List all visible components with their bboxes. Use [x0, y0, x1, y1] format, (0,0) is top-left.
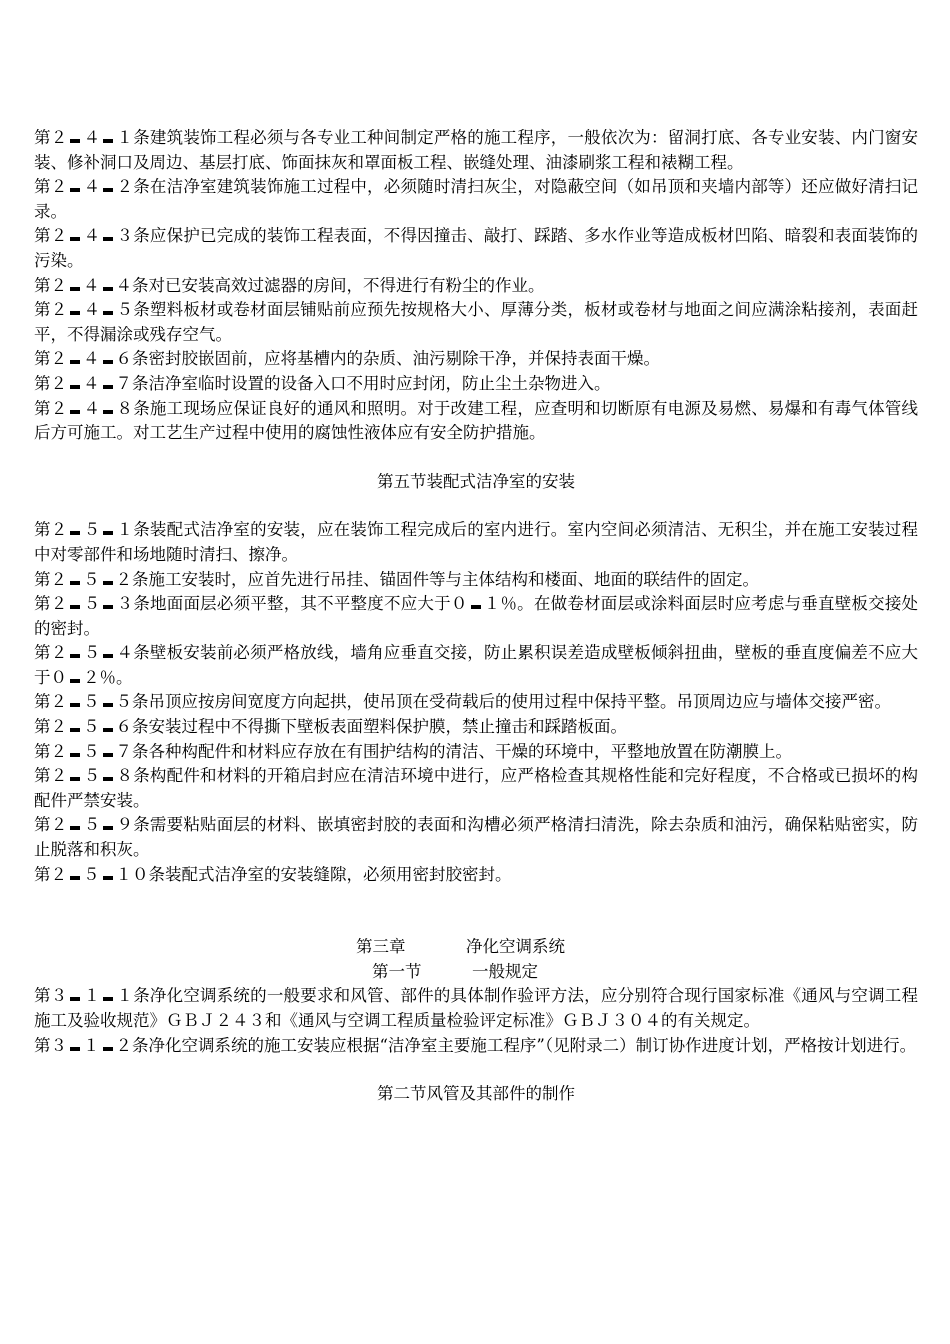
clause-separator-mark	[103, 237, 113, 241]
clause-text: 条净化空调系统的一般要求和风管、部件的具体制作验评方法，应分别符合现行国家标准《通风与空调工程施工及验收规范》ＧＢＪ２４３和《通风与空调工程质量检验评定标准》ＧＢＪ３０４的有关规定。	[34, 986, 919, 1030]
clause-separator-mark	[70, 311, 80, 315]
clause-text: 条净化空调系统的施工安装应根据“洁净室主要施工程序”（见附录二）制订协作进度计划，严格按计划进行。	[132, 1035, 917, 1055]
clause-number-part: ５	[83, 815, 101, 835]
clause-separator-mark	[103, 311, 113, 315]
section-2-title: 第二节风管及其部件的制作	[377, 1084, 575, 1104]
clause-number-prefix: 第２	[34, 177, 68, 197]
clause-number-part: ６	[115, 349, 132, 369]
clause-paragraph	[34, 347, 918, 372]
clause-separator-mark	[70, 826, 80, 830]
clause-paragraph	[34, 764, 918, 813]
clause-number-part: ４	[83, 300, 101, 320]
clause-separator-mark	[70, 654, 80, 658]
clause-number-part: ４	[83, 349, 100, 369]
clause-number-prefix: 第２	[34, 643, 68, 663]
clause-separator-mark	[103, 876, 113, 880]
clause-text: 条构配件和材料的开箱启封应在清洁环境中进行，应严格检查其规格性能和完好程度，不合格或已损坏的构配件严禁安装。	[34, 766, 919, 810]
clause-paragraph	[34, 274, 918, 299]
clause-separator-mark	[103, 654, 113, 658]
clause-number-part: ４	[83, 177, 101, 197]
clause-number-part: ４	[83, 128, 101, 147]
clause-number-prefix: 第２	[34, 864, 67, 884]
clause-separator-mark	[70, 777, 80, 781]
clause-separator-mark	[471, 605, 481, 609]
clause-text: 条各种构配件和材料应存放在有围护结构的清洁、干燥的环境中，平整地放置在防潮膜上。	[132, 741, 792, 761]
clause-number-prefix: 第２	[34, 128, 68, 147]
section-5-title: 第五节装配式洁净室的安装	[377, 471, 575, 491]
clause-text: 条洁净室临时设置的设备入口不用时应封闭，防止尘土杂物进入。	[132, 373, 611, 393]
clause-number-prefix: 第２	[34, 815, 68, 835]
clause-number-part: ５	[116, 300, 134, 320]
clause-number-part: ５	[115, 692, 132, 712]
chapter-3-heading	[34, 935, 918, 960]
clause-paragraph	[34, 224, 918, 273]
clause-separator-mark	[103, 703, 113, 707]
clause-number-part: ２	[116, 177, 134, 197]
clause-paragraph	[34, 397, 918, 446]
clause-separator-mark	[103, 287, 113, 291]
clause-paragraph	[34, 984, 918, 1033]
clause-text: 条塑料板材或卷材面层铺贴前应预先按规格大小、厚薄分类，板材或卷材与地面之间应满涂粘接剂，表面赶平，不得漏涂或残存空气。	[34, 300, 919, 344]
clause-paragraph	[34, 298, 918, 347]
clause-number-prefix: 第２	[34, 766, 68, 786]
clause-text: 条对已安装高效过滤器的房间，不得进行有粉尘的作业。	[132, 275, 545, 295]
clause-paragraph	[34, 715, 918, 740]
clause-text: 条施工现场应保证良好的通风和照明。对于改建工程，应查明和切断原有电源及易燃、易爆和有毒气体管线后方可施工。对工艺生产过程中使用的腐蚀性液体应有安全防护措施。	[34, 398, 919, 443]
clause-number-part: ４	[83, 226, 101, 246]
clause-number-prefix: 第２	[34, 300, 68, 320]
clause-paragraph	[34, 690, 918, 715]
clause-separator-mark	[70, 410, 80, 414]
clause-separator-mark	[70, 531, 80, 535]
clause-separator-mark	[103, 1047, 113, 1051]
clause-text: 条装配式洁净室的安装缝隙，必须用密封胶密封。	[148, 864, 512, 884]
clause-number-part: ５	[83, 643, 101, 663]
section-5-clauses	[34, 518, 918, 887]
chapter-title: 净化空调系统	[466, 937, 565, 957]
clause-separator-mark	[70, 360, 80, 364]
clause-number-part: ５	[83, 766, 101, 786]
clause-number-part: ６	[115, 717, 132, 737]
document-page	[34, 126, 918, 1107]
clause-separator-mark	[103, 997, 113, 1001]
clause-paragraph	[34, 518, 918, 567]
clause-number-part: ４	[83, 275, 100, 295]
clause-separator-mark	[70, 679, 80, 683]
clause-paragraph	[34, 641, 918, 690]
clause-separator-mark	[70, 703, 80, 707]
clause-text: 条安装过程中不得撕下壁板表面塑料保护膜，禁止撞击和踩踏板面。	[132, 717, 627, 737]
clause-text: 条地面面层必须平整，其不平整度不应大于０	[133, 594, 468, 614]
clause-separator-mark	[103, 531, 113, 535]
clause-text: 条密封胶嵌固前，应将基槽内的杂质、油污剔除干净，并保持表面干燥。	[132, 349, 660, 369]
clause-separator-mark	[70, 876, 80, 880]
clause-number-part: ５	[83, 520, 101, 540]
clause-number-prefix: 第２	[34, 717, 67, 737]
clause-number-prefix: 第２	[34, 569, 67, 589]
clause-paragraph	[34, 740, 918, 765]
clause-number-part: ４	[115, 275, 132, 295]
clause-separator-mark	[70, 753, 80, 757]
clause-separator-mark	[103, 728, 113, 732]
chapter-label: 第三章	[356, 937, 406, 957]
clause-separator-mark	[70, 581, 80, 585]
clause-number-part: ７	[115, 741, 132, 761]
clause-number-prefix: 第３	[34, 986, 68, 1006]
clause-number-part: ２	[115, 1035, 132, 1055]
clause-number-prefix: 第２	[34, 741, 67, 761]
clause-number-part: １	[116, 986, 134, 1006]
section-label: 第一节	[372, 961, 422, 981]
clause-text: 条需要粘贴面层的材料、嵌填密封胶的表面和沟槽必须严格清扫清洗，除去杂质和油污，确保粘贴密实，防止脱落和积灰。	[34, 815, 919, 860]
clause-text: 条建筑装饰工程必须与各专业工种间制定严格的施工程序，一般依次为：留洞打底、各专业安装、内门窗安装、修补洞口及周边、基层打底、饰面抹灰和罩面板工程、嵌缝处理、油漆刷浆工程和裱糊工程。	[34, 128, 919, 172]
clause-separator-mark	[103, 410, 113, 414]
clause-number-part: ３	[116, 594, 134, 614]
clause-number-part: １０	[115, 864, 149, 884]
clause-number-part: ８	[116, 766, 134, 786]
clause-separator-mark	[103, 753, 113, 757]
clause-number-part: ５	[83, 594, 101, 614]
clause-paragraph	[34, 126, 918, 175]
clause-number-prefix: 第２	[34, 398, 68, 418]
clause-number-part: ５	[83, 569, 100, 589]
clause-number-prefix: 第２	[34, 520, 68, 540]
clause-separator-mark	[70, 237, 80, 241]
clause-separator-mark	[103, 139, 113, 143]
clause-separator-mark	[103, 385, 113, 389]
clause-number-part: ４	[83, 373, 100, 393]
clause-separator-mark	[70, 997, 80, 1001]
clause-text: 条施工安装时，应首先进行吊挂、锚固件等与主体结构和楼面、地面的联结件的固定。	[132, 569, 759, 589]
clause-separator-mark	[70, 385, 80, 389]
clause-number-part: ２	[115, 569, 132, 589]
clause-paragraph	[34, 1034, 918, 1059]
clause-number-part: ３	[116, 226, 134, 246]
clause-separator-mark	[70, 188, 80, 192]
clause-number-prefix: 第２	[34, 275, 67, 295]
clause-separator-mark	[103, 360, 113, 364]
clause-separator-mark	[70, 287, 80, 291]
clause-number-part: １	[116, 520, 134, 540]
clause-text: ２％。	[83, 667, 133, 687]
section-4-clauses	[34, 126, 918, 446]
clause-separator-mark	[103, 826, 113, 830]
clause-paragraph	[34, 813, 918, 862]
clause-paragraph	[34, 592, 918, 641]
clause-separator-mark	[103, 188, 113, 192]
clause-separator-mark	[70, 605, 80, 609]
clause-number-prefix: 第２	[34, 692, 67, 712]
clause-number-part: ９	[116, 815, 134, 835]
clause-number-part: ４	[116, 643, 134, 663]
clause-paragraph	[34, 175, 918, 224]
clause-number-prefix: 第２	[34, 349, 67, 369]
clause-paragraph	[34, 568, 918, 593]
clause-number-prefix: 第２	[34, 373, 67, 393]
clause-number-prefix: 第３	[34, 1035, 67, 1055]
clause-number-part: １	[83, 1035, 100, 1055]
clause-number-part: ４	[83, 398, 101, 418]
clause-separator-mark	[70, 1047, 80, 1051]
clause-number-part: ５	[83, 741, 100, 761]
clause-number-part: ８	[116, 398, 134, 418]
section-1-heading	[34, 960, 918, 985]
clause-text: 条吊顶应按房间宽度方向起拱，使吊顶在受荷载后的使用过程中保持平整。吊顶周边应与墙体交接严密。	[132, 692, 891, 712]
clause-separator-mark	[103, 777, 113, 781]
clause-text: １％。在做卷材面层或涂料面层时应考虑与垂直壁板交接处的密封。	[34, 594, 919, 638]
clause-number-part: ７	[115, 373, 132, 393]
clause-separator-mark	[103, 581, 113, 585]
clause-separator-mark	[70, 139, 80, 143]
clause-number-part: １	[83, 986, 101, 1006]
clause-number-prefix: 第２	[34, 226, 68, 246]
clause-number-part: ５	[83, 864, 100, 884]
chapter-3-clauses	[34, 984, 918, 1058]
section-title: 一般规定	[472, 961, 538, 981]
clause-number-part: ５	[83, 692, 100, 712]
clause-text: 条壁板安装前必须严格放线，墙角应垂直交接，防止累积误差造成壁板倾斜扭曲，壁板的垂直度偏差不应大于０	[34, 643, 919, 687]
clause-text: 条应保护已完成的装饰工程表面，不得因撞击、敲打、踩踏、多水作业等造成板材凹陷、暗裂和表面装饰的污染。	[34, 226, 919, 270]
clause-text: 条在洁净室建筑装饰施工过程中，必须随时清扫灰尘，对隐蔽空间（如吊顶和夹墙内部等）还应做好清扫记录。	[34, 177, 919, 221]
clause-number-part: １	[116, 128, 134, 147]
clause-separator-mark	[70, 728, 80, 732]
clause-separator-mark	[103, 605, 113, 609]
clause-paragraph	[34, 863, 918, 888]
clause-text: 条装配式洁净室的安装，应在装饰工程完成后的室内进行。室内空间必须清洁、无积尘，并在施工安装过程中对零部件和场地随时清扫、擦净。	[34, 520, 919, 564]
clause-paragraph	[34, 372, 918, 397]
clause-number-prefix: 第２	[34, 594, 68, 614]
clause-number-part: ５	[83, 717, 100, 737]
